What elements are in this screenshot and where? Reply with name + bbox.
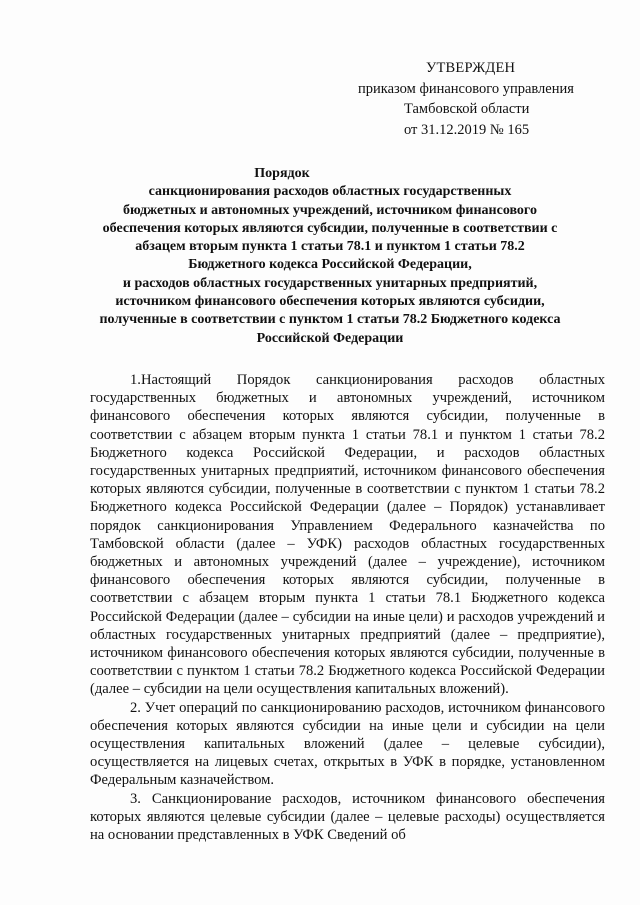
title-line: абзацем вторым пункта 1 статьи 78.1 и пунктом 1 статьи 78.2 [135,239,525,255]
paragraph-1: 1.Настоящий Порядок санкционирования расходов областных государственных бюджетных и автономных учреждений, источником финансового обеспечения которых являются субсидии, полученные в соответствии с абзацем вторым пункта 1 статьи 78.1 и пунктом 1 статьи 78.2 Бюджетного кодекса Российской Федерации, и расходов областных государственных унитарных предприятий, источником финансового обеспечения которых являются субсидии, полученные в соответствии с пунктом 1 статьи 78.2 Бюджетного кодекса Российской Федерации (далее – Порядок) устанавливает порядок санкционирования Управлением Федерального казначейства по Тамбовской области (далее – УФК) расходов областных государственных бюджетных и автономных учреждений (далее – учреждение), источником финансового обеспечения которых являются субсидии, полученные в соответствии с абзацем вторым пункта 1 статьи 78.1 Бюджетного кодекса Российской Федерации (далее – субсидии на иные цели) и расходов учреждений и областных государственных унитарных предприятий (далее – предприятие), источником финансового обеспечения которых являются субсидии, полученные в соответствии с пунктом 1 статьи 78.2 Бюджетного кодекса Российской Федерации (далее – субсидии на цели осуществления капитальных вложений). [90,372,605,698]
title-line: полученные в соответствии с пунктом 1 статьи 78.2 Бюджетного кодекса [99,312,561,328]
document-title [40,165,620,348]
approval-order-line: приказом финансового управления [358,80,574,97]
title-heading: Порядок [254,166,310,181]
paragraph-3: 3. Санкционирование расходов, источником финансового обеспечения которых являются целевые субсидии (далее – целевые расходы) осуществляется на основании представленных в УФК Сведений об [90,790,605,844]
title-line: бюджетных и автономных учреждений, источником финансового [123,202,537,218]
paragraph-2: 2. Учет операций по санкционированию расходов, источником финансового обеспечения которых являются субсидии на иные цели и субсидии на цели осуществления капитальных вложений (далее – целевые субсидии), осуществляется на лицевых счетах, открытых в УФК в порядке, установленном Федеральным казначейством. [90,699,605,789]
document-body [90,371,605,844]
title-line: источником финансового обеспечения которых являются субсидии, [115,294,545,310]
title-line: обеспечения которых являются субсидии, полученные в соответствии с [102,220,558,236]
title-line: и расходов областных государственных унитарных предприятий, [122,275,538,291]
title-line: Бюджетного кодекса Российской Федерации, [188,257,472,273]
approval-stamp [358,58,628,140]
title-line: Российской Федерации [256,330,404,346]
approval-date-line: от 31.12.2019 № 165 [404,121,530,138]
approval-heading: УТВЕРЖДЕН [426,60,516,76]
approval-region-line: Тамбовской области [404,101,530,117]
title-line: санкционирования расходов областных государственных [148,184,512,200]
